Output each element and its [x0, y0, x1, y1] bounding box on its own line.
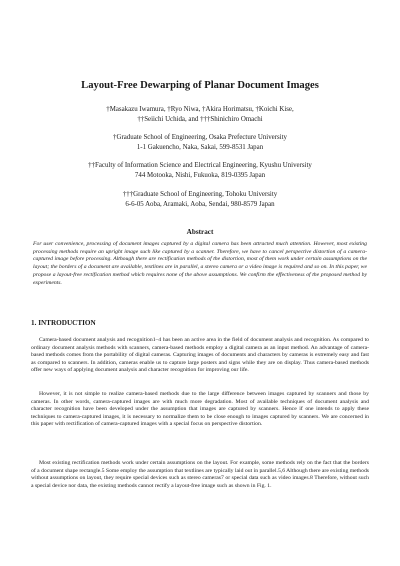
intro-paragraph: However, it is not simple to realize camera-based methods due to the large difference between images captured by scanners and those by cameras. In other words, camera-captured images are with much more degradation. Most of available techniques of document analysis and character recognition have been developed under the assumption that images are captured by scanners. Hence if one intends to apply these techniques to camera-captured images, it is necessary to normalize them to be close enough to images captured by scanners. We are concerned in this paper with rectification of camera-captured images with a special focus on perspective distortion. [31, 391, 369, 428]
affiliation-address: 1-1 Gakuencho, Naka, Sakai, 599-8531 Japan [136, 143, 264, 151]
affiliation-address: 6-6-05 Aoba, Aramaki, Aoba, Sendai, 980-8579 Japan [125, 200, 275, 208]
author-line: ††Seiichi Uchida, and †††Shinichiro Omachi [137, 115, 263, 123]
affiliation-tohoku [40, 190, 360, 209]
author-list [40, 105, 360, 124]
abstract-heading: Abstract [186, 228, 214, 236]
paper-title: Layout-Free Dewarping of Planar Document Images [81, 80, 319, 91]
affiliation-address: 744 Motooka, Nishi, Fukuoka, 819-0395 Japan [134, 171, 266, 179]
abstract-body: For user convenience, processing of document images captured by a digital camera has been attracted much attention. However, most existing processing methods require an upright image such like captured by a scanner. Therefore, we have to cancel perspective distortion of a camera-captured image before processing. Although there are rectification methods of the distortion, most of them work under certain assumptions on the layout; the borders of a document are available, textlines are in parallel, a stereo camera or a video image is required and so on. In this paper, we propose a layout-free rectification method which requires none of the above assumptions. We confirm the effectiveness of the proposed method by experiments. [33, 241, 367, 286]
affiliation-name: †††Graduate School of Engineering, Tohoku University [122, 191, 278, 198]
affiliation-kyushu [40, 161, 360, 180]
author-line: †Masakazu Iwamura, †Ryo Niwa, †Akira Horimatsu, †Koichi Kise, [106, 106, 294, 113]
section-heading-introduction: 1. INTRODUCTION [31, 319, 96, 327]
intro-paragraph: Most existing rectification methods work under certain assumptions on the layout. For example, some methods rely on the fact that the borders of a document shape rectangle.5 Some employ the assumption that textlines are typically laid out in parallel.5,6 Although there are existing methods without assumptions on layout, they require special devices such as stereo cameras7 or special data such as video images.8 Therefore, without such a special device nor data, the existing methods cannot rectify a layout-free image such as shown in Fig. 1. [31, 460, 369, 489]
affiliation-osaka [40, 133, 360, 152]
affiliation-name: ††Faculty of Information Science and Electrical Engineering, Kyushu University [88, 162, 312, 169]
intro-paragraph: Camera-based document analysis and recognition1–4 has been an active area in the field of document analysis and recognition. As compared to ordinary document analysis methods with scanners, camera-based methods employ a digital camera as an input method. An advantage of camera-based methods comes from the portability of digital cameras. Capturing images of documents and characters by cameras is extremely easy and fast as compared to scanners. In addition, cameras enable us to capture large posters and signs while they are on display. Thus camera-based methods offer new ways of applying document analysis and character recognition for improving our life. [31, 337, 369, 374]
affiliation-name: †Graduate School of Engineering, Osaka Prefecture University [113, 134, 287, 141]
